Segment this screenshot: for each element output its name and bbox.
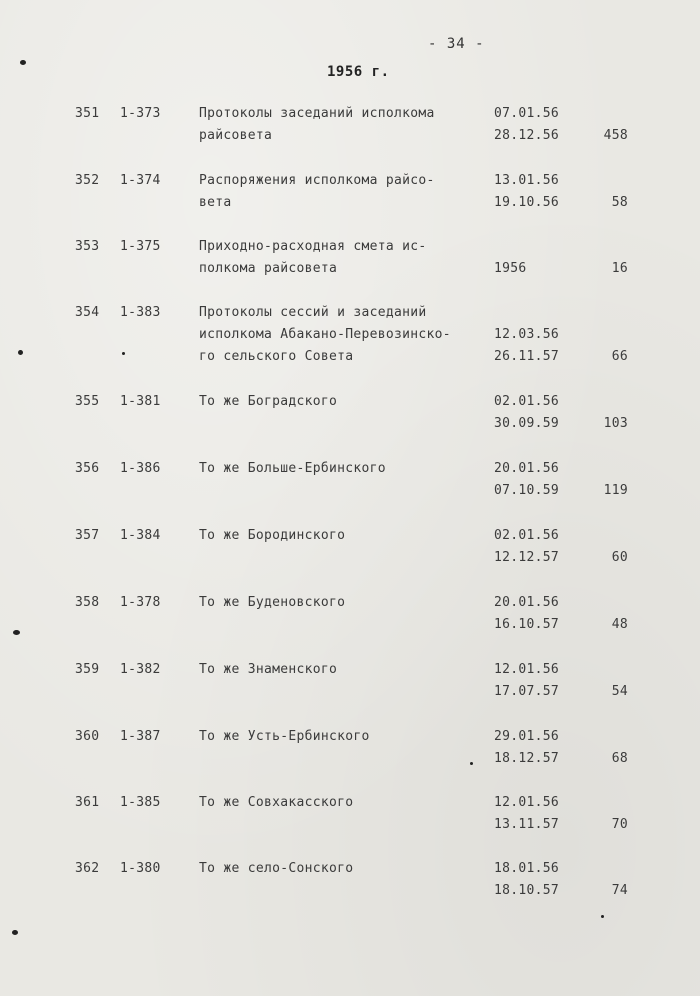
record-dates	[494, 324, 559, 368]
record-title	[199, 858, 489, 880]
record-title	[199, 792, 489, 814]
scan-speck	[12, 930, 18, 935]
record-title	[199, 525, 489, 547]
record-title-line: Протоколы сессий и заседаний	[199, 305, 427, 320]
record-title	[199, 726, 489, 748]
record-title-line: То же Бородинского	[199, 528, 346, 543]
record-title-line: То же Боградского	[199, 394, 338, 409]
record-date-end: 13.11.57	[494, 817, 560, 832]
record-title	[199, 103, 489, 147]
record-title	[199, 170, 489, 214]
scan-speck	[13, 630, 20, 635]
record-title-line: Приходно-расходная смета ис-	[199, 239, 427, 254]
record-sheet-count: 119	[603, 483, 628, 498]
record-sheet-count: 16	[611, 261, 628, 276]
record-code: 1-380	[120, 861, 161, 876]
record-date-end: 12.12.57	[494, 550, 560, 565]
scan-speck	[470, 762, 473, 765]
record-code: 1-385	[120, 795, 161, 810]
record-title-line: Протоколы заседаний исполкома	[199, 106, 435, 121]
record-dates	[494, 103, 559, 147]
scan-speck	[601, 915, 604, 918]
record-title-line: исполкома Абакано-Перевозинско-	[199, 327, 451, 342]
record-code: 1-383	[120, 305, 161, 320]
record-number: 362	[75, 861, 100, 876]
record-date-end: 26.11.57	[494, 349, 560, 364]
record-date-start: 12.01.56	[494, 662, 560, 677]
record-date-start: 20.01.56	[494, 461, 560, 476]
record-dates	[494, 592, 559, 636]
record-date-start: 12.03.56	[494, 327, 560, 342]
record-title-line: райсовета	[199, 128, 273, 143]
record-dates	[494, 458, 559, 502]
scan-speck	[122, 352, 125, 355]
record-number: 355	[75, 394, 100, 409]
record-dates	[494, 391, 559, 435]
record-title	[199, 302, 489, 368]
record-number: 358	[75, 595, 100, 610]
record-code: 1-378	[120, 595, 161, 610]
record-title-line: полкома райсовета	[199, 261, 338, 276]
record-dates	[494, 659, 559, 703]
record-title	[199, 391, 489, 413]
record-sheet-count: 66	[611, 349, 628, 364]
record-date-end: 16.10.57	[494, 617, 560, 632]
record-date-end: 30.09.59	[494, 416, 560, 431]
record-title-line: То же Буденовского	[199, 595, 346, 610]
scan-speck	[18, 350, 23, 355]
record-code: 1-387	[120, 729, 161, 744]
record-number: 351	[75, 106, 100, 121]
record-title-line: Распоряжения исполкома райсо-	[199, 173, 435, 188]
record-dates	[494, 792, 559, 836]
record-date-start: 18.01.56	[494, 861, 560, 876]
record-dates	[494, 258, 527, 280]
record-sheet-count: 74	[611, 883, 628, 898]
record-dates	[494, 525, 559, 569]
record-title	[199, 659, 489, 681]
record-code: 1-386	[120, 461, 161, 476]
record-number: 353	[75, 239, 100, 254]
record-date-start: 02.01.56	[494, 528, 560, 543]
record-sheet-count: 54	[611, 684, 628, 699]
record-code: 1-381	[120, 394, 161, 409]
record-sheet-count: 70	[611, 817, 628, 832]
record-title-line: вета	[199, 195, 232, 210]
record-code: 1-374	[120, 173, 161, 188]
record-date-end: 17.07.57	[494, 684, 560, 699]
record-title-line: То же Совхакасского	[199, 795, 354, 810]
record-title	[199, 458, 489, 480]
record-sheet-count: 68	[611, 751, 628, 766]
record-date-end: 19.10.56	[494, 195, 560, 210]
record-sheet-count: 103	[603, 416, 628, 431]
record-date-end: 07.10.59	[494, 483, 560, 498]
record-date-start: 12.01.56	[494, 795, 560, 810]
record-date-start: 07.01.56	[494, 106, 560, 121]
record-title-line: То же Больше-Ербинского	[199, 461, 386, 476]
record-date-start: 13.01.56	[494, 173, 560, 188]
record-sheet-count: 48	[611, 617, 628, 632]
record-title	[199, 592, 489, 614]
record-number: 360	[75, 729, 100, 744]
record-number: 357	[75, 528, 100, 543]
record-code: 1-373	[120, 106, 161, 121]
year-heading: 1956 г.	[327, 64, 390, 80]
record-date-start: 02.01.56	[494, 394, 560, 409]
record-date-start: 29.01.56	[494, 729, 560, 744]
record-title	[199, 236, 489, 280]
record-dates	[494, 170, 559, 214]
record-number: 354	[75, 305, 100, 320]
record-sheet-count: 58	[611, 195, 628, 210]
record-code: 1-382	[120, 662, 161, 677]
record-title-line: То же село-Сонского	[199, 861, 354, 876]
scan-speck	[20, 60, 26, 65]
record-date-end: 28.12.56	[494, 128, 560, 143]
record-dates	[494, 858, 559, 902]
record-date-end: 18.12.57	[494, 751, 560, 766]
record-date-start: 20.01.56	[494, 595, 560, 610]
record-title-line: То же Усть-Ербинского	[199, 729, 370, 744]
record-title-line: го сельского Совета	[199, 349, 354, 364]
record-date-end: 18.10.57	[494, 883, 560, 898]
page-number: - 34 -	[428, 36, 485, 52]
record-dates	[494, 726, 559, 770]
record-sheet-count: 60	[611, 550, 628, 565]
record-number: 359	[75, 662, 100, 677]
record-title-line: То же Знаменского	[199, 662, 338, 677]
record-code: 1-384	[120, 528, 161, 543]
record-number: 361	[75, 795, 100, 810]
record-number: 352	[75, 173, 100, 188]
record-number: 356	[75, 461, 100, 476]
record-date-year: 1956	[494, 261, 527, 276]
record-code: 1-375	[120, 239, 161, 254]
record-sheet-count: 458	[603, 128, 628, 143]
